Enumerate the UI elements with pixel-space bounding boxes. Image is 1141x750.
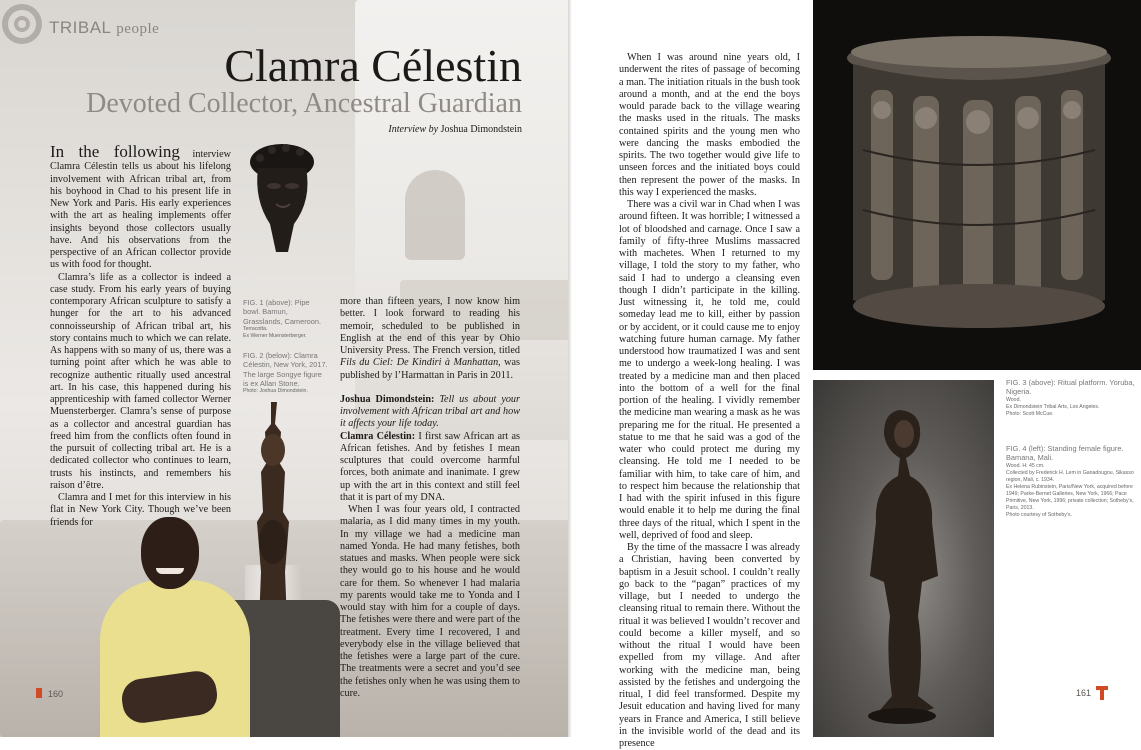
paragraph: When I was around nine years old, I underwent the rites of passage of becoming a man. The initiation rituals in the bush took around a month, and at the end the boys would parade back to the village wearing the masks used in the rituals. The masks contained spirits and the young men who were dancing the masks embodied the spirits. The two together would give life to unseen forces and the initiated boys could then represent the power of the masks. In this way I experienced the masks.: [619, 52, 800, 198]
folio-right: 161: [1076, 688, 1092, 698]
paragraph-text: more than fifteen years, I now know him better. I look forward to reading his memoir, scheduled to be published in English at the end of this year by Ohio University Press. The French version, titled: [340, 296, 520, 356]
figure-1-material: Terracotta.: [243, 325, 268, 332]
answer: [340, 431, 520, 505]
folio-left: 160: [48, 689, 64, 699]
figure-4-photo-credit: Photo courtesy of Sotheby’s.: [1006, 511, 1072, 518]
speaker-interviewer: Joshua Dimondstein:: [340, 393, 435, 405]
figure-3-material: Wood.: [1006, 396, 1021, 403]
t-logo-mark-icon: [1096, 686, 1108, 700]
man-portrait: [141, 517, 199, 589]
question: [340, 394, 520, 431]
figure-3-photo-credit: Photo: Scott McCue.: [1006, 410, 1054, 417]
figure-2-caption: [243, 351, 328, 395]
byline-prefix: Interview by: [388, 124, 439, 135]
section-header-main: TRIBAL: [49, 18, 112, 37]
man-smile: [156, 568, 184, 574]
section-header-sub: people: [116, 21, 160, 37]
figure-3-caption: [1006, 378, 1136, 418]
figure-4-provenance-history: Ex Helena Rubinstein, Paris/New York, acquired before 1949; Parke-Bernet Galleries, New York, 1966; Pace Primitive, New York, 1996; private collection; Sotheby’s, Paris, 2013.: [1006, 483, 1134, 511]
background-figure: [405, 170, 465, 260]
paragraph-text: interview Clamra Célestin tells us about his lifelong involvement with African tribal art, from his boyhood in Chad to his present life in New York and Paris. His early experiences with the art as healing implements offer insights beyond those collectors usually have. And his observations from the perspective of an African collector provide us with food for thought.: [50, 149, 231, 271]
pipe-bowl-mask-image: [240, 140, 324, 258]
article-subtitle: Devoted Collector, Ancestral Guardian: [86, 88, 522, 119]
paragraph: When I was four years old, I contracted malaria, as I did many times in my youth. In my village we had a medicine man named Yonda. He had many fetishes, both statues and masks. When people were sick they would go to his house and he would care for them. So whenever I had malaria my parents would take me to Yonda and I would stay with him for a couple of days. The fetishes were there and were part of the treatment. Every time I recovered, I and everybody else in the village believed that the fetishes were a large part of the cure. The treatments were a secret and you’d see the fetishes only when he was using them to cure.: [340, 504, 520, 699]
answer-text: I first saw African art as African fetishes. And by fetishes I mean sculptures that could overcome harmful forces, both animate and inanimate. I grew up with the art in this context and still feel that it is part of my DNA.: [340, 430, 520, 503]
figure-2-photo-credit: Photo: Joshua Dimondstein.: [243, 388, 308, 395]
figure-1-caption: [243, 298, 328, 340]
paragraph: [50, 142, 231, 272]
figure-1-title: FIG. 1 (above): Pipe bowl. Bamun, Grasslands, Cameroon.: [243, 298, 322, 326]
body-column-1: [50, 142, 231, 529]
figure-1-provenance: Ex Werner Muensterberger.: [243, 332, 307, 339]
byline: [300, 124, 522, 135]
byline-author: Joshua Dimondstein: [440, 124, 522, 135]
figure-3-provenance: Ex Dimondstein Tribal Arts, Los Angeles.: [1006, 403, 1100, 410]
ritual-platform-image: [813, 0, 1141, 370]
figure-4-provenance: Collected by Frederick H. Lem in Ganadougou, Sikasso region, Mali, c. 1934.: [1006, 469, 1134, 483]
paragraph-text-end: was published by l’Harmattan in Paris in 2011.: [340, 357, 521, 381]
paragraph: [340, 296, 520, 382]
lead-in: In the following: [50, 142, 180, 161]
paragraph-spacer: [340, 382, 520, 394]
paragraph: By the time of the massacre I was already a Christian, having been converted by baptism in a Jesuit school. I couldn’t really go back to the “pagan” practices of my village, but I needed to undergo the cleansing ritual to remain there. Without the ritual it was believed I wouldn’t recover and could become a killer myself, and so without the ritual I would have been expelled from my village. And after working with the medicine man, being assisted by the fetishes and undergoing the ritual, I did feel transformed. Despite my Jesuit education and having lived for many years in France and America, I still believe in the invisible world of the dead and its presence: [619, 542, 800, 749]
figure-2-title: FIG. 2 (below): Clamra Célestin, New York, 2017. The large Songye figure is ex Allan Stone.: [243, 351, 328, 388]
figure-3-title: FIG. 3 (above): Ritual platform. Yoruba, Nigeria.: [1006, 378, 1135, 397]
paragraph: Clamra and I met for this interview in his flat in New York City. Though we’ve been friends for: [50, 492, 231, 528]
section-header: [49, 18, 159, 38]
speaker-interviewee: Clamra Célestin:: [340, 430, 416, 442]
figure-4-meta: Wood. H: 45 cm.: [1006, 462, 1045, 469]
paragraph: There was a civil war in Chad when I was around fifteen. It was horrible; I witnessed a lot of bloodshed and carnage. Once I saw a family of fifty-three Muslims massacred with machetes. When I returned to my village, I told the story to my father, who said I had to undergo a cleansing even though I didn’t participate in the killing. Just witnessing it, he told me, could someday lead me to kill, either by passion or by accident, or it could cause me to enjoy watching future human carnage. My father understood how traumatized I was and sent me to undergo a week-long healing. I was treated by a medicine man and then placed into the bottom of a well for the final portion of the healing. I vividly remember the medicine man wearing a mask as he was preparing me for the ritual. He presented a statue to me that he said was a god of the water who could protect me during my cleansing. He told me I needed to be familiar with him, to take care of him, and to respect him because the relationship that I had with the spirit infused in this figure would enable it to help me during the final three days of the ritual, which I spent in the well, deprived of food and sleep.: [619, 199, 800, 541]
paragraph: Clamra’s life as a collector is indeed a case study. From his early years of buying contemporary African sculpture to satisfy a hunger for the art to his advanced connoisseurship of African tribal art, his story contains much to which we can relate. As happens with so many of us, there was a turning point after which he was able to recognize authentic ritually used ancestral art. In his case, this happened during his apprenticeship with famed collector Werner Muensterberger. Clamra’s sense of purpose as a collector and ancestral guardian has freed him from the conflicts often found in the pursuit of collecting tribal art. He is a dedicated collector who continues to learn, trusts his instincts, and remembers his raison d’être.: [50, 271, 231, 491]
songye-figure-image: [245, 402, 300, 632]
body-column-2: [340, 296, 520, 700]
article-title: Clamra Célestin: [224, 40, 522, 91]
folio-mark-icon: [36, 688, 42, 698]
question-text: Tell us about your involvement with African tribal art and how it affects your life today.: [340, 393, 520, 430]
book-title: Fils du Ciel: De Kindiri à Manhattan,: [340, 357, 501, 369]
figure-4-caption: [1006, 444, 1136, 519]
spiral-logo-inner-icon: [14, 16, 30, 32]
bamana-figure-image: [848, 406, 958, 726]
body-column-3: [619, 52, 800, 750]
figure-4-title: FIG. 4 (left): Standing female figure. Bamana, Mali.: [1006, 444, 1124, 463]
page-gutter: [568, 0, 572, 737]
